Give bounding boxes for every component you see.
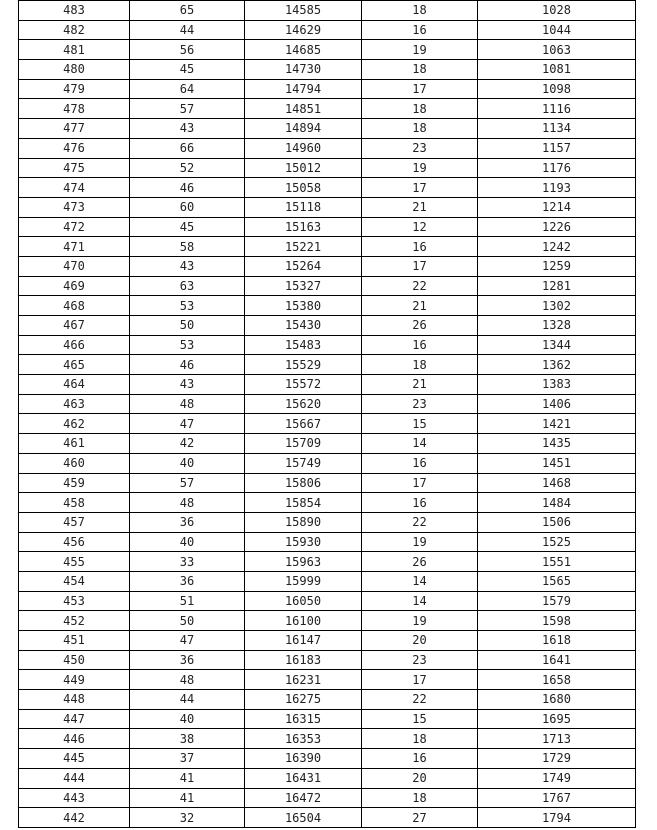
count-cell: 57 [130,99,245,119]
score-cell: 467 [19,316,130,336]
table-row [19,631,636,651]
table-row [19,394,636,414]
score-cell: 461 [19,434,130,454]
secondary-count-cell: 22 [362,690,478,710]
cumulative-count-cell: 16353 [245,729,362,749]
secondary-count-cell: 20 [362,768,478,788]
cumulative-count-cell: 14794 [245,79,362,99]
score-cell: 481 [19,40,130,60]
table-row [19,768,636,788]
table-row [19,434,636,454]
table-row [19,473,636,493]
cumulative-count-cell: 15012 [245,158,362,178]
score-cell: 471 [19,237,130,257]
count-cell: 57 [130,473,245,493]
cumulative-count-cell: 14851 [245,99,362,119]
cumulative-count-cell: 16431 [245,768,362,788]
secondary-cumulative-cell: 1579 [478,591,636,611]
secondary-cumulative-cell: 1344 [478,335,636,355]
secondary-count-cell: 26 [362,316,478,336]
secondary-count-cell: 17 [362,79,478,99]
score-cell: 445 [19,749,130,769]
secondary-cumulative-cell: 1451 [478,453,636,473]
secondary-count-cell: 21 [362,375,478,395]
score-cell: 474 [19,178,130,198]
score-cell: 479 [19,79,130,99]
secondary-cumulative-cell: 1383 [478,375,636,395]
cumulative-count-cell: 15118 [245,197,362,217]
secondary-count-cell: 19 [362,158,478,178]
score-cell: 448 [19,690,130,710]
count-cell: 50 [130,611,245,631]
score-cell: 442 [19,808,130,828]
cumulative-count-cell: 15430 [245,316,362,336]
secondary-count-cell: 15 [362,709,478,729]
count-cell: 48 [130,493,245,513]
score-cell: 458 [19,493,130,513]
count-cell: 50 [130,316,245,336]
secondary-cumulative-cell: 1551 [478,552,636,572]
table-row [19,178,636,198]
secondary-count-cell: 20 [362,631,478,651]
secondary-count-cell: 18 [362,60,478,80]
cumulative-count-cell: 15854 [245,493,362,513]
secondary-count-cell: 14 [362,571,478,591]
score-cell: 456 [19,532,130,552]
count-cell: 47 [130,414,245,434]
score-cell: 450 [19,650,130,670]
score-cell: 473 [19,197,130,217]
secondary-cumulative-cell: 1362 [478,355,636,375]
table-row [19,690,636,710]
secondary-cumulative-cell: 1259 [478,256,636,276]
score-cell: 451 [19,631,130,651]
secondary-cumulative-cell: 1421 [478,414,636,434]
table-row [19,453,636,473]
count-cell: 51 [130,591,245,611]
score-cell: 447 [19,709,130,729]
secondary-cumulative-cell: 1302 [478,296,636,316]
table-row [19,20,636,40]
secondary-count-cell: 16 [362,749,478,769]
score-cell: 468 [19,296,130,316]
secondary-cumulative-cell: 1618 [478,631,636,651]
cumulative-count-cell: 14730 [245,60,362,80]
count-cell: 41 [130,768,245,788]
secondary-count-cell: 22 [362,512,478,532]
count-cell: 40 [130,453,245,473]
secondary-cumulative-cell: 1506 [478,512,636,532]
secondary-count-cell: 16 [362,237,478,257]
secondary-cumulative-cell: 1157 [478,138,636,158]
count-cell: 48 [130,670,245,690]
table-row [19,138,636,158]
cumulative-count-cell: 15572 [245,375,362,395]
score-cell: 472 [19,217,130,237]
table-row [19,256,636,276]
score-cell: 470 [19,256,130,276]
secondary-count-cell: 17 [362,473,478,493]
secondary-count-cell: 18 [362,1,478,21]
secondary-count-cell: 12 [362,217,478,237]
secondary-count-cell: 19 [362,532,478,552]
table-row [19,650,636,670]
cumulative-count-cell: 16100 [245,611,362,631]
secondary-count-cell: 17 [362,256,478,276]
count-cell: 56 [130,40,245,60]
table-row [19,296,636,316]
secondary-count-cell: 19 [362,40,478,60]
count-cell: 36 [130,512,245,532]
count-cell: 43 [130,119,245,139]
table-row [19,237,636,257]
count-cell: 41 [130,788,245,808]
secondary-cumulative-cell: 1193 [478,178,636,198]
table-row [19,749,636,769]
table-row [19,788,636,808]
secondary-cumulative-cell: 1176 [478,158,636,178]
secondary-cumulative-cell: 1242 [478,237,636,257]
secondary-count-cell: 14 [362,591,478,611]
secondary-cumulative-cell: 1081 [478,60,636,80]
count-cell: 40 [130,532,245,552]
secondary-cumulative-cell: 1435 [478,434,636,454]
cumulative-count-cell: 16231 [245,670,362,690]
cumulative-count-cell: 15380 [245,296,362,316]
secondary-cumulative-cell: 1598 [478,611,636,631]
count-cell: 44 [130,20,245,40]
table-row [19,512,636,532]
score-cell: 483 [19,1,130,21]
secondary-count-cell: 18 [362,119,478,139]
score-cell: 455 [19,552,130,572]
cumulative-count-cell: 15264 [245,256,362,276]
table-row [19,709,636,729]
count-cell: 45 [130,60,245,80]
table-row [19,79,636,99]
count-cell: 65 [130,1,245,21]
secondary-count-cell: 18 [362,355,478,375]
cumulative-count-cell: 15221 [245,237,362,257]
table-row [19,316,636,336]
secondary-count-cell: 21 [362,296,478,316]
cumulative-count-cell: 15667 [245,414,362,434]
secondary-cumulative-cell: 1226 [478,217,636,237]
table-row [19,119,636,139]
secondary-count-cell: 16 [362,493,478,513]
secondary-cumulative-cell: 1406 [478,394,636,414]
cumulative-count-cell: 16275 [245,690,362,710]
secondary-count-cell: 14 [362,434,478,454]
secondary-cumulative-cell: 1525 [478,532,636,552]
table-row [19,60,636,80]
secondary-count-cell: 17 [362,178,478,198]
secondary-cumulative-cell: 1484 [478,493,636,513]
table-row [19,808,636,828]
secondary-count-cell: 16 [362,453,478,473]
table-row [19,276,636,296]
count-cell: 32 [130,808,245,828]
count-cell: 58 [130,237,245,257]
secondary-cumulative-cell: 1063 [478,40,636,60]
count-cell: 43 [130,375,245,395]
cumulative-count-cell: 15806 [245,473,362,493]
secondary-count-cell: 23 [362,650,478,670]
cumulative-count-cell: 16472 [245,788,362,808]
count-cell: 44 [130,690,245,710]
count-cell: 46 [130,355,245,375]
count-cell: 64 [130,79,245,99]
cumulative-count-cell: 15058 [245,178,362,198]
table-row [19,532,636,552]
score-cell: 465 [19,355,130,375]
cumulative-count-cell: 15749 [245,453,362,473]
cumulative-count-cell: 15963 [245,552,362,572]
score-cell: 482 [19,20,130,40]
table-row [19,197,636,217]
secondary-cumulative-cell: 1565 [478,571,636,591]
secondary-cumulative-cell: 1794 [478,808,636,828]
secondary-cumulative-cell: 1658 [478,670,636,690]
secondary-cumulative-cell: 1695 [478,709,636,729]
count-cell: 47 [130,631,245,651]
secondary-count-cell: 21 [362,197,478,217]
secondary-count-cell: 19 [362,611,478,631]
score-cell: 464 [19,375,130,395]
count-cell: 45 [130,217,245,237]
cumulative-count-cell: 14585 [245,1,362,21]
cumulative-count-cell: 14685 [245,40,362,60]
table-row [19,217,636,237]
secondary-cumulative-cell: 1680 [478,690,636,710]
count-cell: 63 [130,276,245,296]
count-cell: 43 [130,256,245,276]
score-cell: 478 [19,99,130,119]
score-cell: 460 [19,453,130,473]
secondary-cumulative-cell: 1028 [478,1,636,21]
cumulative-count-cell: 14629 [245,20,362,40]
score-cell: 444 [19,768,130,788]
cumulative-count-cell: 15163 [245,217,362,237]
table-row [19,40,636,60]
table-body [19,1,636,828]
score-cell: 477 [19,119,130,139]
secondary-cumulative-cell: 1713 [478,729,636,749]
secondary-count-cell: 16 [362,20,478,40]
secondary-cumulative-cell: 1767 [478,788,636,808]
table-row [19,591,636,611]
table-row [19,729,636,749]
cumulative-count-cell: 15483 [245,335,362,355]
secondary-count-cell: 18 [362,729,478,749]
count-cell: 53 [130,296,245,316]
cumulative-count-cell: 14960 [245,138,362,158]
count-cell: 53 [130,335,245,355]
secondary-cumulative-cell: 1281 [478,276,636,296]
cumulative-count-cell: 15999 [245,571,362,591]
table-row [19,493,636,513]
cumulative-count-cell: 16050 [245,591,362,611]
cumulative-count-cell: 16183 [245,650,362,670]
secondary-count-cell: 22 [362,276,478,296]
cumulative-count-cell: 15529 [245,355,362,375]
score-cell: 446 [19,729,130,749]
cumulative-count-cell: 16390 [245,749,362,769]
cumulative-count-cell: 16504 [245,808,362,828]
count-cell: 48 [130,394,245,414]
table-row [19,552,636,572]
cumulative-count-cell: 16147 [245,631,362,651]
score-cell: 449 [19,670,130,690]
table-row [19,1,636,21]
score-distribution-table [18,0,636,828]
score-cell: 469 [19,276,130,296]
table-row [19,355,636,375]
secondary-cumulative-cell: 1468 [478,473,636,493]
secondary-cumulative-cell: 1134 [478,119,636,139]
secondary-count-cell: 26 [362,552,478,572]
secondary-cumulative-cell: 1044 [478,20,636,40]
secondary-cumulative-cell: 1098 [478,79,636,99]
score-cell: 457 [19,512,130,532]
score-cell: 454 [19,571,130,591]
count-cell: 38 [130,729,245,749]
secondary-count-cell: 18 [362,788,478,808]
count-cell: 40 [130,709,245,729]
table-row [19,99,636,119]
score-cell: 453 [19,591,130,611]
secondary-cumulative-cell: 1214 [478,197,636,217]
table-row [19,414,636,434]
secondary-cumulative-cell: 1328 [478,316,636,336]
secondary-count-cell: 15 [362,414,478,434]
secondary-count-cell: 18 [362,99,478,119]
count-cell: 46 [130,178,245,198]
count-cell: 33 [130,552,245,572]
table-row [19,670,636,690]
secondary-cumulative-cell: 1729 [478,749,636,769]
score-cell: 480 [19,60,130,80]
secondary-count-cell: 23 [362,138,478,158]
score-cell: 466 [19,335,130,355]
secondary-count-cell: 17 [362,670,478,690]
cumulative-count-cell: 15709 [245,434,362,454]
count-cell: 52 [130,158,245,178]
cumulative-count-cell: 15327 [245,276,362,296]
count-cell: 66 [130,138,245,158]
score-cell: 452 [19,611,130,631]
count-cell: 36 [130,571,245,591]
table-row [19,335,636,355]
score-cell: 459 [19,473,130,493]
score-cell: 476 [19,138,130,158]
secondary-cumulative-cell: 1749 [478,768,636,788]
count-cell: 37 [130,749,245,769]
count-cell: 60 [130,197,245,217]
count-cell: 36 [130,650,245,670]
table-row [19,158,636,178]
table-row [19,571,636,591]
score-cell: 475 [19,158,130,178]
score-cell: 462 [19,414,130,434]
cumulative-count-cell: 15930 [245,532,362,552]
cumulative-count-cell: 15620 [245,394,362,414]
cumulative-count-cell: 16315 [245,709,362,729]
secondary-count-cell: 23 [362,394,478,414]
secondary-count-cell: 27 [362,808,478,828]
count-cell: 42 [130,434,245,454]
table-row [19,375,636,395]
secondary-count-cell: 16 [362,335,478,355]
cumulative-count-cell: 15890 [245,512,362,532]
score-cell: 463 [19,394,130,414]
secondary-cumulative-cell: 1116 [478,99,636,119]
score-cell: 443 [19,788,130,808]
cumulative-count-cell: 14894 [245,119,362,139]
secondary-cumulative-cell: 1641 [478,650,636,670]
table-row [19,611,636,631]
